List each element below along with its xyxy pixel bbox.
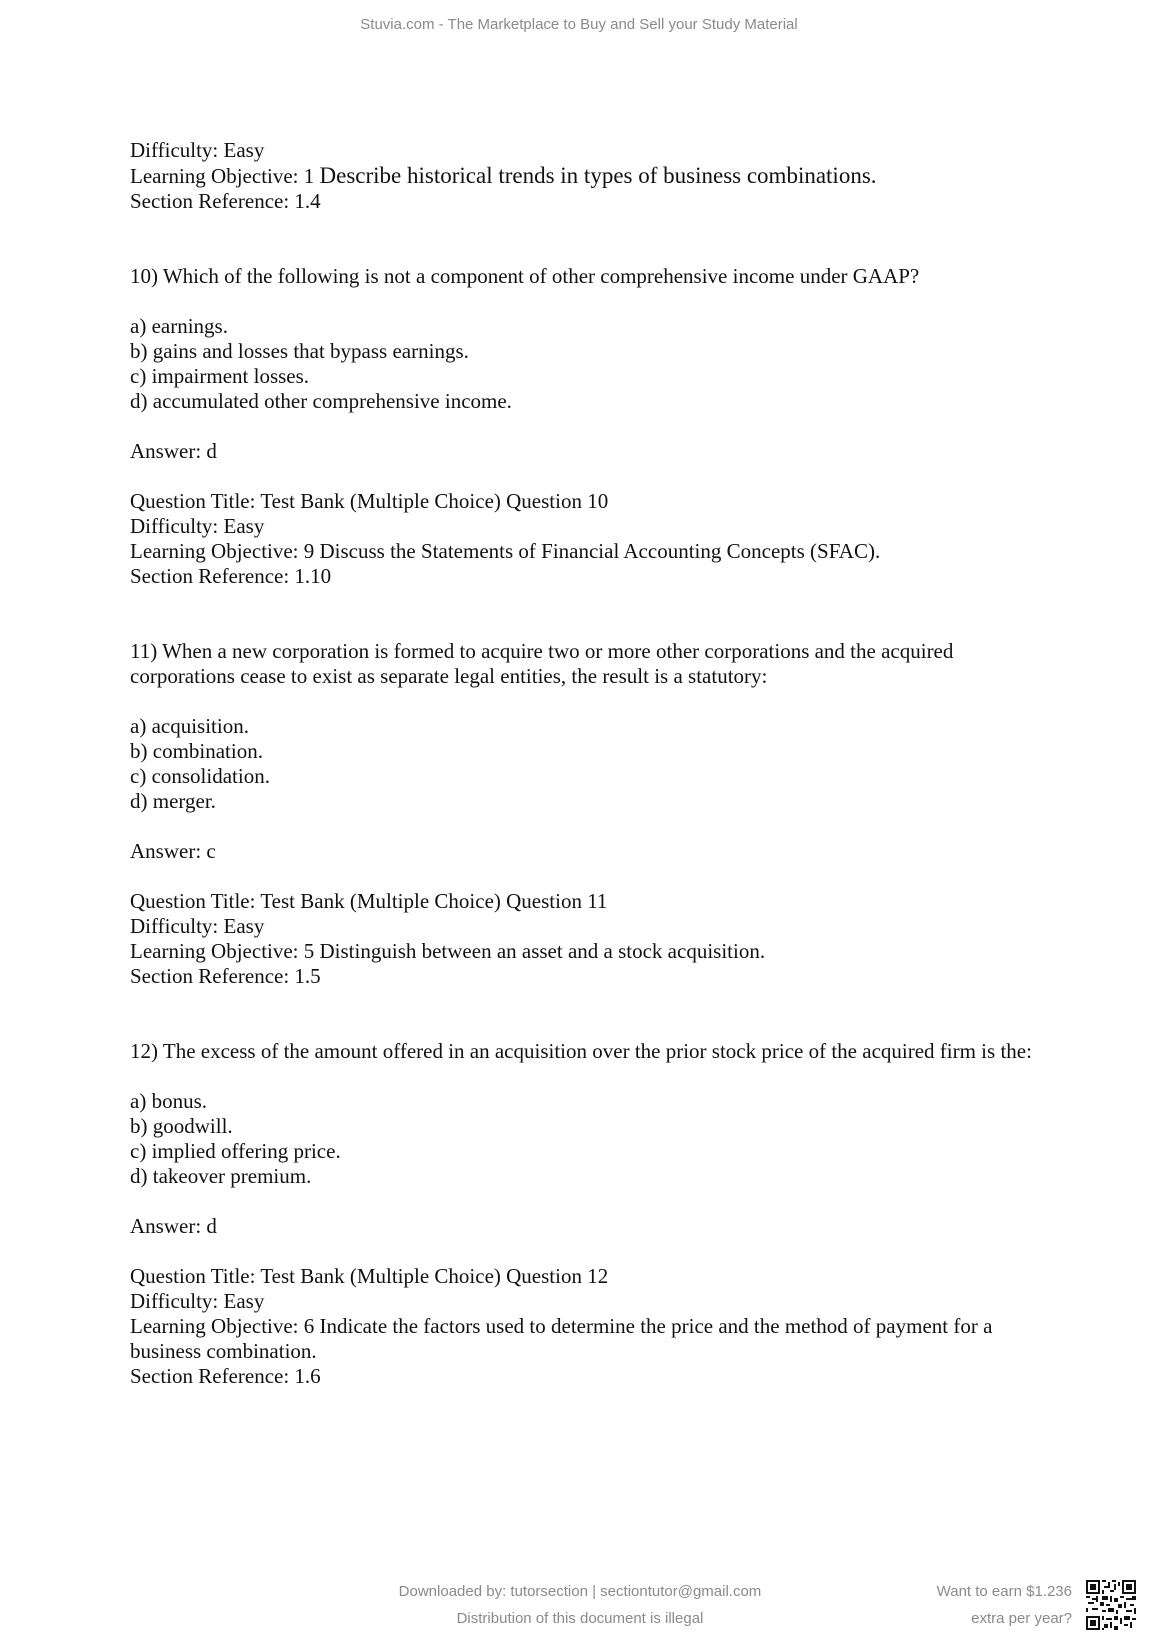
option-d: d) accumulated other comprehensive income. — [130, 389, 512, 413]
earn-promo-line1[interactable]: Want to earn $1.236 — [936, 1583, 1072, 1600]
document-body — [130, 138, 1070, 1389]
option-a: a) earnings. — [130, 314, 228, 338]
learning-objective: Learning Objective: 5 Distinguish between an asset and a stock acquisition. — [130, 939, 766, 963]
intro-objective — [130, 163, 1070, 189]
downloaded-by: Downloaded by: tutorsection | sectiontutor@gmail.com — [398, 1583, 762, 1600]
download-notice — [360, 1578, 800, 1632]
option-a: a) bonus. — [130, 1089, 207, 1113]
distribution-warning: Distribution of this document is illegal — [456, 1610, 704, 1627]
section-reference: Section Reference: 1.6 — [130, 1364, 321, 1388]
option-d: d) takeover premium. — [130, 1164, 312, 1188]
learning-objective-cont: business combination. — [130, 1339, 317, 1363]
option-b: b) combination. — [130, 739, 263, 763]
option-b: b) goodwill. — [130, 1114, 233, 1138]
answer: Answer: c — [130, 839, 216, 863]
question-title: Question Title: Test Bank (Multiple Choice) Question 10 — [130, 489, 609, 513]
difficulty: Difficulty: Easy — [130, 914, 265, 938]
option-c: c) implied offering price. — [130, 1139, 341, 1163]
option-b: b) gains and losses that bypass earnings. — [130, 339, 469, 363]
intro-difficulty: Difficulty: Easy — [130, 138, 265, 162]
difficulty: Difficulty: Easy — [130, 1289, 265, 1313]
answer: Answer: d — [130, 1214, 217, 1238]
answer: Answer: d — [130, 439, 217, 463]
stuvia-header: Stuvia.com - The Marketplace to Buy and Sell your Study Material — [360, 16, 798, 33]
question-stem: 10) Which of the following is not a component of other comprehensive income under GAAP? — [130, 264, 920, 288]
intro-objective-text: Describe historical trends in types of business combinations. — [319, 163, 877, 188]
section-reference: Section Reference: 1.10 — [130, 564, 332, 588]
difficulty: Difficulty: Easy — [130, 514, 265, 538]
option-a: a) acquisition. — [130, 714, 249, 738]
question-block — [130, 1039, 1070, 1389]
learning-objective: Learning Objective: 6 Indicate the factors used to determine the price and the method of payment for a — [130, 1314, 993, 1338]
question-stem: 12) The excess of the amount offered in an acquisition over the prior stock price of the acquired firm is the: — [130, 1039, 1032, 1063]
intro-section: Section Reference: 1.4 — [130, 189, 321, 213]
learning-objective: Learning Objective: 9 Discuss the Statements of Financial Accounting Concepts (SFAC). — [130, 539, 881, 563]
question-block — [130, 264, 1070, 589]
option-d: d) merger. — [130, 789, 216, 813]
option-c: c) consolidation. — [130, 764, 270, 788]
question-stem: 11) When a new corporation is formed to acquire two or more other corporations and the acquired — [130, 639, 954, 663]
question-title: Question Title: Test Bank (Multiple Choice) Question 12 — [130, 1264, 609, 1288]
option-c: c) impairment losses. — [130, 364, 310, 388]
earn-promo[interactable] — [937, 1578, 1072, 1632]
question-title: Question Title: Test Bank (Multiple Choice) Question 11 — [130, 889, 608, 913]
qr-code-icon[interactable] — [1086, 1580, 1136, 1630]
question-stem-cont: corporations cease to exist as separate legal entities, the result is a statutory: — [130, 664, 768, 688]
earn-promo-line2[interactable]: extra per year? — [971, 1610, 1072, 1627]
intro-objective-prefix: Learning Objective: 1 — [130, 164, 320, 188]
question-block — [130, 639, 1070, 989]
section-reference: Section Reference: 1.5 — [130, 964, 321, 988]
